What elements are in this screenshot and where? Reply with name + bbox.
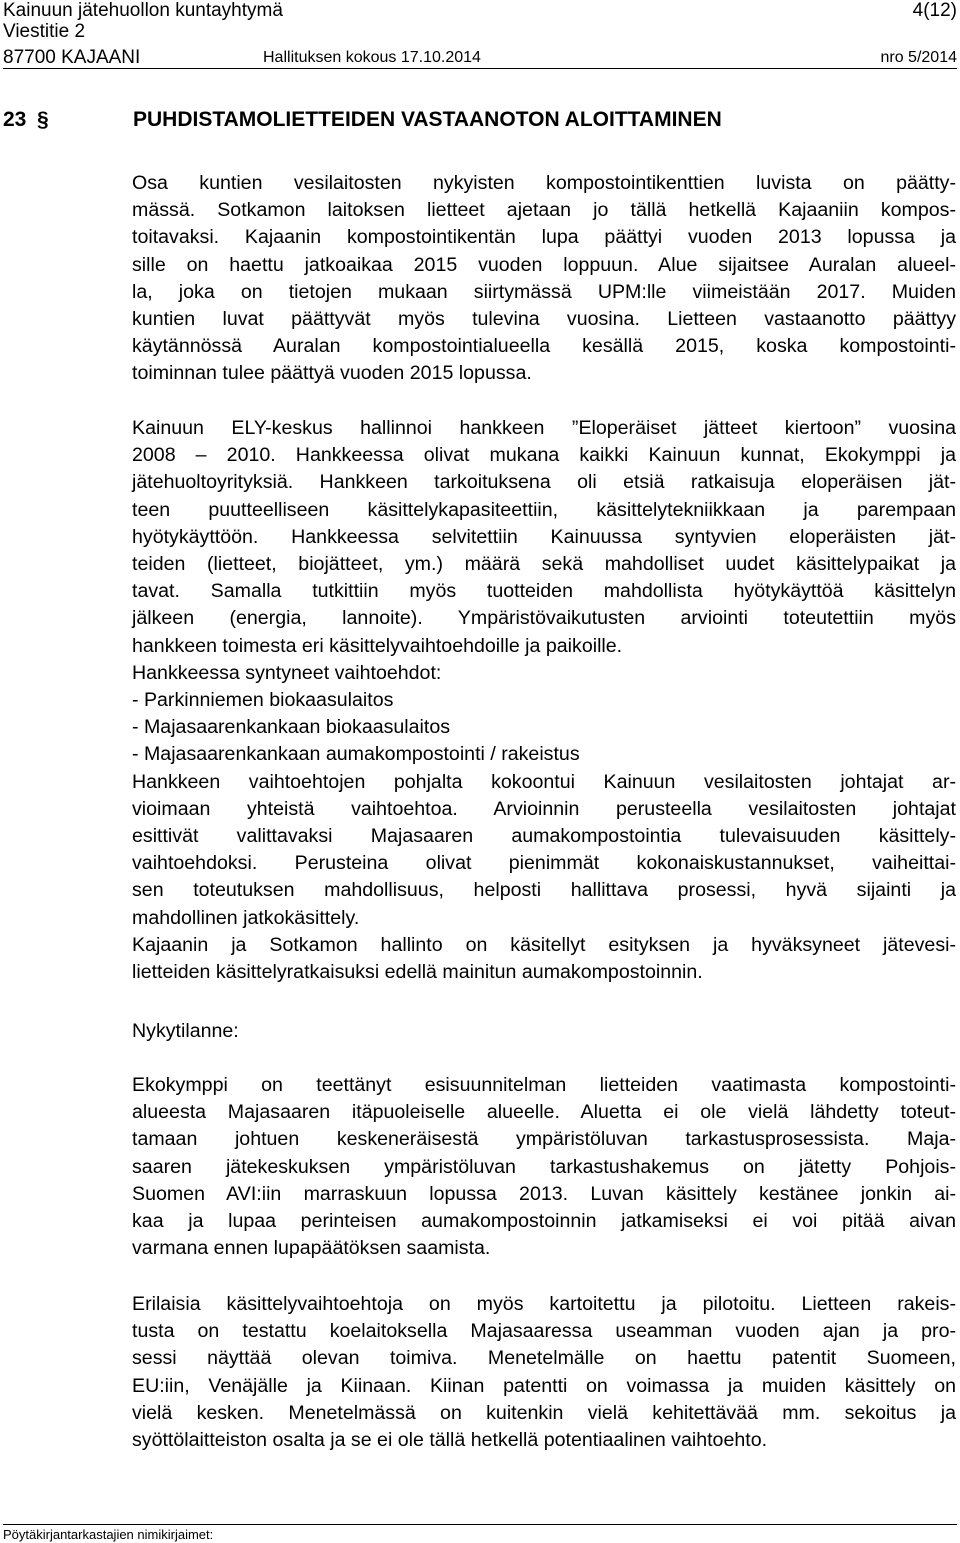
footer-divider (3, 1524, 957, 1525)
text-line: sille on haettu jatkoaikaa 2015 vuoden loppuun. Alue sijaitsee Auralan alueel- (132, 253, 956, 276)
text-line: la, joka on tietojen mukaan siirtymässä UPM:lle viimeistään 2017. Muiden (132, 280, 956, 303)
text-line: mahdollinen jatkokäsittely. (132, 906, 360, 929)
text-line: vioimaan yhteistä vaihtoehtoa. Arvioinnin perusteella vesilaitosten johtajat (132, 797, 956, 820)
text-line: tavat. Samalla tutkittiin myös tuotteiden mahdollista hyötykäyttöä käsittelyn (132, 580, 956, 603)
text-line: hankkeen toimesta eri käsittelyvaihtoehdoille ja paikoille. (132, 634, 623, 657)
text-line: tusta on testattu koelaitoksella Majasaaressa useamman vuoden ajan ja pro- (132, 1320, 956, 1343)
text-line: vaihtoehdoksi. Perusteina olivat pienimmät kokonaiskustannukset, vaiheittai- (132, 852, 956, 875)
text-line: Kajaanin ja Sotkamon hallinto on käsitellyt esityksen ja hyväksyneet jätevesi- (132, 933, 956, 956)
list-item: - Majasaarenkankaan biokaasulaitos (132, 716, 451, 739)
paragraph-1 (132, 170, 956, 388)
text-line: saaren jätekeskuksen ympäristöluvan tarkastushakemus on jätetty Pohjois- (132, 1155, 956, 1178)
subheading: Nykytilanne: (132, 1020, 239, 1042)
text-line: kaa ja lupaa perinteisen aumakompostoinnin jatkamiseksi ei voi pitää aivan (132, 1210, 956, 1233)
text-line: Ekokymppi on teettänyt esisuunnitelman lietteiden vaatimasta kompostointi- (132, 1074, 956, 1096)
organization-name: Kainuun jätehuollon kuntayhtymä (3, 0, 283, 21)
text-line: vielä kesken. Menetelmässä on kuitenkin vielä kehitettävää mm. sekoitus ja (132, 1401, 956, 1424)
header-row-2 (3, 21, 957, 43)
page-number: 4(12) (912, 0, 957, 21)
section-number: 23 (3, 108, 27, 131)
header-row-1 (3, 0, 957, 22)
text-line: EU:iin, Venäjälle ja Kiinaan. Kiinan patentti on voimassa ja muiden käsittely on (132, 1374, 956, 1397)
header-row-3 (3, 47, 957, 69)
text-line: alueesta Majasaaren itäpuoleiselle alueelle. Aluetta ei ole vielä lähdetty toteut- (132, 1101, 956, 1124)
text-line: sessi näyttää olevan toimiva. Menetelmälle on haettu patentit Suomeen, (132, 1347, 956, 1370)
text-line: toiminnan tulee päättyä vuoden 2015 lopussa. (132, 362, 532, 385)
meeting-number: nro 5/2014 (880, 49, 957, 66)
text-line: kuntien luvat päättyvät myös tulevina vuosina. Lietteen vastaanotto päättyy (132, 308, 956, 331)
street-address: Viestitie 2 (3, 21, 86, 42)
section-symbol: § (37, 108, 49, 131)
text-line: toitavaksi. Kajaanin kompostointikentän lupa päättyi vuoden 2013 lopussa ja (132, 226, 956, 249)
text-line: Hankkeen vaihtoehtojen pohjalta kokoontui Kainuun vesilaitosten johtajat ar- (132, 770, 956, 793)
text-line: sen toteutuksen mahdollisuus, helposti hallittava prosessi, hyvä sijainti ja (132, 879, 956, 902)
text-line: käytännössä Auralan kompostointialueella kesällä 2015, koska kompostointi- (132, 335, 956, 358)
text-line: tamaan johtuen keskeneräisestä ympäristöluvan tarkastusprosessista. Maja- (132, 1128, 956, 1151)
text-line: 2008 – 2010. Hankkeessa olivat mukana kaikki Kainuun kunnat, Ekokymppi ja (132, 444, 956, 467)
section-title: PUHDISTAMOLIETTEIDEN VASTAANOTON ALOITTAMINEN (133, 108, 722, 131)
text-line: hyötykäyttöön. Hankkeessa selvitettiin Kainuussa syntyvien eloperäisten jät- (132, 525, 956, 548)
paragraph-3 (132, 1018, 956, 1045)
list-item: - Majasaarenkankaan aumakompostointi / rakeistus (132, 743, 580, 766)
text-line: esittivät valittavaksi Majasaaren aumakompostointia tulevaisuuden käsittely- (132, 825, 956, 848)
paragraph-5 (132, 1291, 956, 1454)
text-line: jälkeen (energia, lannoite). Ympäristövaikutusten arviointi toteutettiin myös (132, 607, 956, 630)
text-line: Kainuun ELY-keskus hallinnoi hankkeen ”Eloperäiset jätteet kiertoon” vuosina (132, 417, 956, 439)
text-line: syöttölaitteiston osalta ja se ei ole tällä hetkellä potentiaalinen vaihtoehto. (132, 1429, 768, 1452)
header-divider (3, 68, 957, 69)
text-line: Hankkeessa syntyneet vaihtoehdot: (132, 661, 442, 684)
list-item: - Parkinniemen biokaasulaitos (132, 689, 394, 712)
text-line: mässä. Sotkamon laitoksen lietteet ajetaan jo tällä hetkellä Kajaaniin kompos- (132, 199, 956, 222)
text-line: teiden (lietteet, biojätteet, ym.) määrä sekä mahdolliset uudet käsittelypaikat ja (132, 553, 956, 576)
section-heading (3, 108, 722, 132)
text-line: jätehuoltoyrityksiä. Hankkeen tarkoituksena oli etsiä ratkaisuja eloperäisen jät- (132, 471, 956, 494)
paragraph-4 (132, 1072, 956, 1262)
text-line: lietteiden käsittelyratkaisuksi edellä mainitun aumakompostoinnin. (132, 961, 703, 984)
text-line: teen puutteelliseen käsittelykapasiteettiin, käsittelytekniikkaan ja parempaan (132, 498, 956, 521)
text-line: Erilaisia käsittelyvaihtoehtoja on myös kartoitettu ja pilotoitu. Lietteen rakeis- (132, 1293, 956, 1315)
postal-address: 87700 KAJAANI (3, 47, 141, 68)
paragraph-2 (132, 415, 956, 986)
meeting-name: Hallituksen kokous 17.10.2014 (263, 49, 481, 66)
text-line: varmana ennen lupapäätöksen saamista. (132, 1237, 491, 1260)
text-line: Suomen AVI:iin marraskuun lopussa 2013. Luvan käsittely kestänee jonkin ai- (132, 1182, 956, 1205)
footer-initials-label: Pöytäkirjantarkastajien nimikirjaimet: (3, 1527, 214, 1542)
text-line: Osa kuntien vesilaitosten nykyisten kompostointikenttien luvista on päätty- (132, 172, 956, 194)
